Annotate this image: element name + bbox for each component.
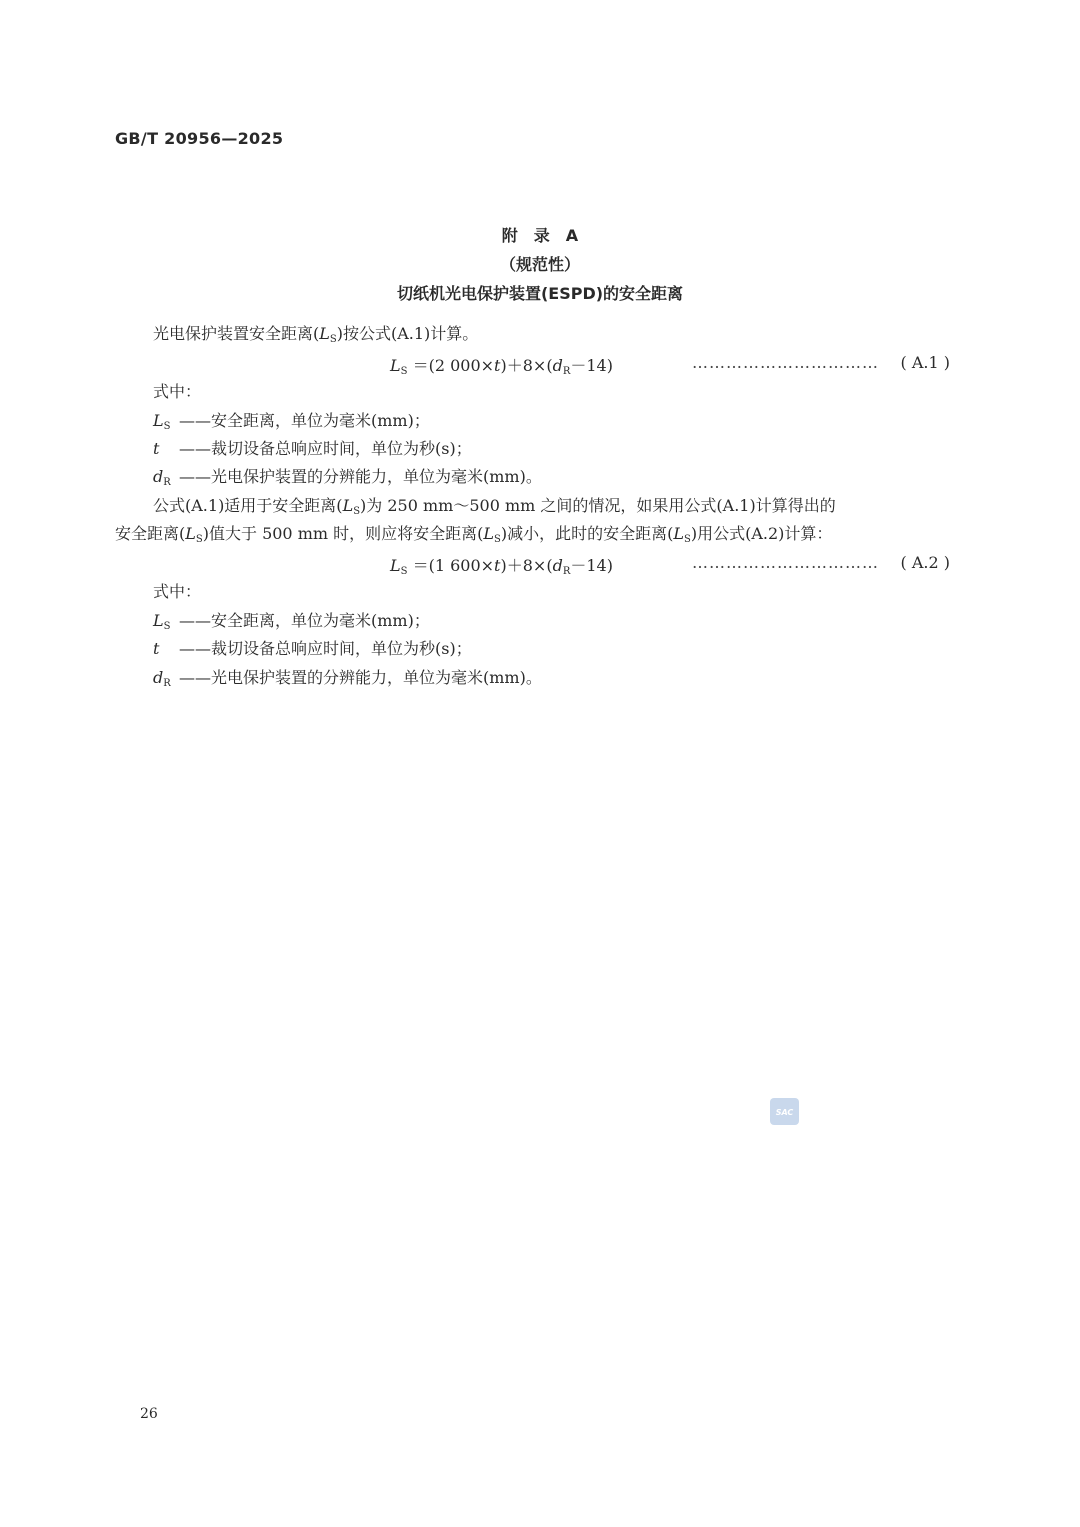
formula-a2-expression: $L_S =(1$ $600\times t)+8\times(d_R-14)$ bbox=[390, 556, 613, 577]
formula-a1-expression: $L_S =(2$ $000\times t)+8\times(d_R-14)$ bbox=[390, 356, 613, 377]
intro-paragraph: 光电保护装置安全距离$(L_S)$按公式(A.1)计算。 bbox=[153, 324, 479, 345]
standard-code: GB/T 20956—2025 bbox=[115, 129, 284, 148]
formula-a1-number: ( A.1 ) bbox=[900, 353, 950, 372]
variable-definition: t ——裁切设备总响应时间，单位为秒(s)； bbox=[153, 439, 472, 458]
annex-title: 切纸机光电保护装置(ESPD)的安全距离 bbox=[396, 284, 684, 303]
paragraph-line-2: 安全距离$(L_S)$值大于 500 mm 时，则应将安全距离$(L_S)$减小，此时的安全距离$(L_S)$用公式(A.2)计算： bbox=[115, 524, 833, 545]
variable-definition: $d_R$ ——光电保护装置的分辨能力，单位为毫米(mm)。 bbox=[153, 467, 542, 488]
variable-definition: $L_S$ ——安全距离，单位为毫米(mm)； bbox=[153, 611, 430, 632]
where-label-1: 式中： bbox=[153, 382, 202, 401]
annex-nature: （规范性） bbox=[499, 255, 580, 274]
paragraph-line-1: 公式(A.1)适用于安全距离$(L_S)$为 250 mm～500 mm 之间的情况，如果用公式(A.1)计算得出的 bbox=[153, 496, 836, 517]
formula-a1-leader-dots: …………………………… bbox=[692, 353, 879, 372]
variable-definition: t ——裁切设备总响应时间，单位为秒(s)； bbox=[153, 639, 472, 658]
variable-definition: $d_R$ ——光电保护装置的分辨能力，单位为毫米(mm)。 bbox=[153, 668, 542, 689]
formula-a2-number: ( A.2 ) bbox=[900, 553, 950, 572]
formula-a1 bbox=[390, 353, 950, 375]
annex-label: 附 录 A bbox=[501, 226, 579, 245]
variable-definition: $L_S$ ——安全距离，单位为毫米(mm)； bbox=[153, 411, 430, 432]
sac-logo-icon bbox=[770, 1098, 799, 1125]
page-number: 26 bbox=[140, 1406, 158, 1422]
where-label-2: 式中： bbox=[153, 582, 202, 601]
formula-a2-leader-dots: …………………………… bbox=[692, 553, 879, 572]
svg-text:SAC: SAC bbox=[775, 1108, 794, 1117]
formula-a2 bbox=[390, 553, 950, 575]
